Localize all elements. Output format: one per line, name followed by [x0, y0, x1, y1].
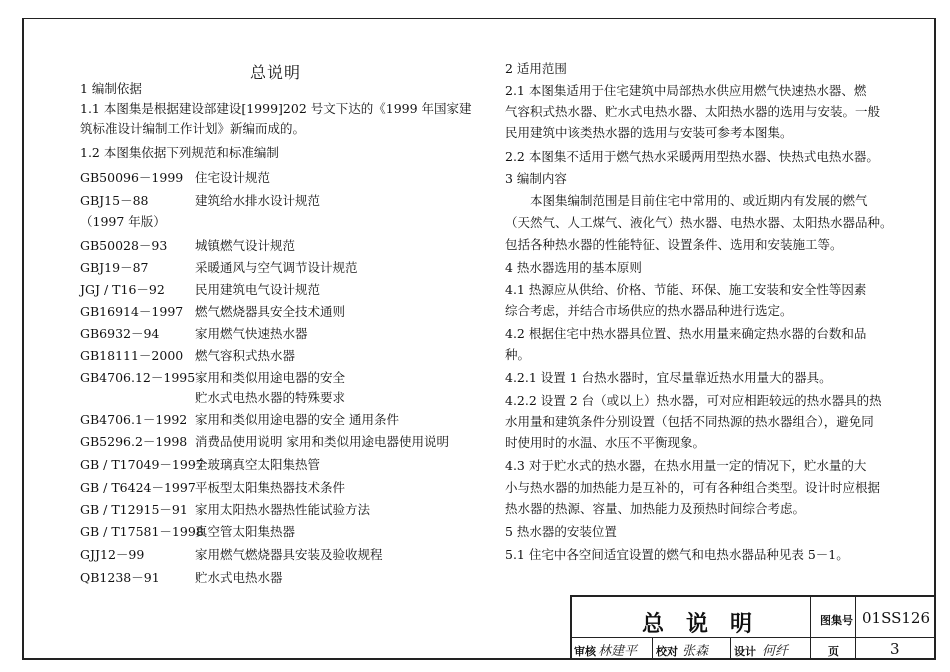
standard-code: GB6932－94 — [80, 326, 160, 341]
body-text-line: 综合考虑，并结合市场供应的热水器品种进行选定。 — [505, 303, 793, 318]
body-text-line: 2.1 本图集适用于住宅建筑中局部热水供应用燃气快速热水器、燃 — [505, 83, 867, 98]
body-text-line: 筑标准设计编制工作计划》新编而成的。 — [80, 121, 306, 136]
standard-name: 全玻璃真空太阳集热管 — [195, 457, 321, 472]
standard-code: GB18111－2000 — [80, 348, 184, 363]
standard-code: GJJ12－99 — [80, 547, 145, 562]
body-text-line: 4 热水器选用的基本原则 — [505, 260, 642, 275]
review-signature: 林建平 — [598, 644, 638, 659]
standard-name: 燃气容积式热水器 — [195, 348, 296, 363]
body-text-line: 民用建筑中该类热水器的选用与安装可参考本图集。 — [505, 125, 793, 140]
standard-name: 燃气燃烧器具安全技术通则 — [195, 304, 346, 319]
design-signature: 何纤 — [762, 644, 789, 659]
title-block-title: 总说明 — [642, 611, 775, 637]
body-text-line: 时使用时的水温、水压不平衡现象。 — [505, 435, 706, 450]
body-text-line: 2 适用范围 — [505, 61, 567, 76]
body-text-line: 1.1 本图集是根据建设部建设[1999]202 号文下达的《1999 年国家建 — [80, 101, 472, 116]
standard-name: 建筑给水排水设计规范 — [195, 193, 321, 208]
standard-code: GB5296.2－1998 — [80, 434, 188, 449]
body-text-line: 4.2 根据住宅中热水器具位置、热水用量来确定热水器的台数和品 — [505, 326, 867, 341]
standard-name: 消费品使用说明 家用和类似用途电器使用说明 — [195, 434, 449, 449]
standard-name: 贮水式电热水器的特殊要求 — [195, 390, 346, 405]
standard-code: GB / T17581－1998 — [80, 524, 204, 539]
review-label: 审核 — [574, 645, 596, 658]
design-label: 设计 — [734, 645, 756, 658]
body-text-line: 种。 — [505, 347, 531, 362]
atlas-number: 01SS126 — [862, 609, 931, 627]
body-text-line: 1 编制依据 — [80, 81, 142, 96]
standard-code: （1997 年版） — [80, 214, 166, 229]
body-text-line: 本图集编制范围是目前住宅中常用的、或近期内有发展的燃气 — [530, 193, 868, 208]
check-label: 校对 — [656, 645, 678, 658]
page-number: 3 — [890, 640, 900, 658]
body-text-line: 2.2 本图集不适用于燃气热水采暖两用型热水器、快热式电热水器。 — [505, 149, 879, 164]
body-text-line: 5 热水器的安装位置 — [505, 524, 617, 539]
standard-name: 平板型太阳集热器技术条件 — [195, 480, 346, 495]
standard-code: GB4706.1－1992 — [80, 412, 188, 427]
title-block — [570, 595, 934, 659]
body-text-line: 水用量和建筑条件分别设置（包括不同热源的热水器组合），避免同 — [505, 414, 874, 429]
standard-name: 家用太阳热水器热性能试验方法 — [195, 502, 371, 517]
standard-name: 家用燃气燃烧器具安装及验收规程 — [195, 547, 383, 562]
body-text-line: 4.2.2 设置 2 台（或以上）热水器，可对应相距较远的热水器具的热 — [505, 393, 882, 408]
standard-name: 家用和类似用途电器的安全 — [195, 370, 346, 385]
body-text-line: 4.1 热源应从供给、价格、节能、环保、施工安装和安全性等因素 — [505, 282, 867, 297]
standard-name: 真空管太阳集热器 — [195, 524, 296, 539]
standard-code: GBJ15－88 — [80, 193, 149, 208]
standard-code: GBJ19－87 — [80, 260, 149, 275]
body-text-line: 1.2 本图集依据下列规范和标准编制 — [80, 145, 279, 160]
body-text-line: 4.3 对于贮水式的热水器，在热水用量一定的情况下，贮水量的大 — [505, 458, 867, 473]
standard-name: 民用建筑电气设计规范 — [195, 282, 321, 297]
body-text-line: 3 编制内容 — [505, 171, 567, 186]
body-text-line: （天然气、人工煤气、液化气）热水器、电热水器、太阳热水器品种。 — [505, 215, 893, 230]
standard-name: 采暖通风与空气调节设计规范 — [195, 260, 358, 275]
body-text-line: 热水器的热源、容量、加热能力及预热时间综合考虑。 — [505, 501, 806, 516]
standard-code: QB1238－91 — [80, 570, 160, 585]
standard-code: GB / T17049－1997 — [80, 457, 204, 472]
standard-code: GB50028－93 — [80, 238, 168, 253]
standard-name: 家用燃气快速热水器 — [195, 326, 308, 341]
standard-name: 城镇燃气设计规范 — [195, 238, 296, 253]
body-text-line: 4.2.1 设置 1 台热水器时，宜尽量靠近热水用量大的器具。 — [505, 370, 832, 385]
check-signature: 张森 — [682, 644, 709, 659]
standard-code: GB4706.12－1995 — [80, 370, 196, 385]
body-text-line: 5.1 住宅中各空间适宜设置的燃气和电热水器品种见表 5－1。 — [505, 547, 849, 562]
body-text-line: 气容积式热水器、贮水式电热水器、太阳热水器的选用与安装。一般 — [505, 104, 881, 119]
standard-code: JGJ / T16－92 — [80, 282, 165, 297]
standard-name: 家用和类似用途电器的安全 通用条件 — [195, 412, 399, 427]
standard-code: GB16914－1997 — [80, 304, 184, 319]
page-label: 页 — [828, 645, 839, 658]
atlas-label: 图集号 — [820, 614, 853, 627]
body-text-line: 包括各种热水器的性能特征、设置条件、选用和安装施工等。 — [505, 237, 843, 252]
standard-code: GB50096－1999 — [80, 170, 184, 185]
standard-code: GB / T12915－91 — [80, 502, 188, 517]
page-title: 总说明 — [250, 63, 302, 82]
standard-name: 贮水式电热水器 — [195, 570, 283, 585]
standard-name: 住宅设计规范 — [195, 170, 271, 185]
standard-code: GB / T6424－1997 — [80, 480, 196, 495]
body-text-line: 小与热水器的加热能力是互补的，可有各种组合类型。设计时应根据 — [505, 480, 881, 495]
